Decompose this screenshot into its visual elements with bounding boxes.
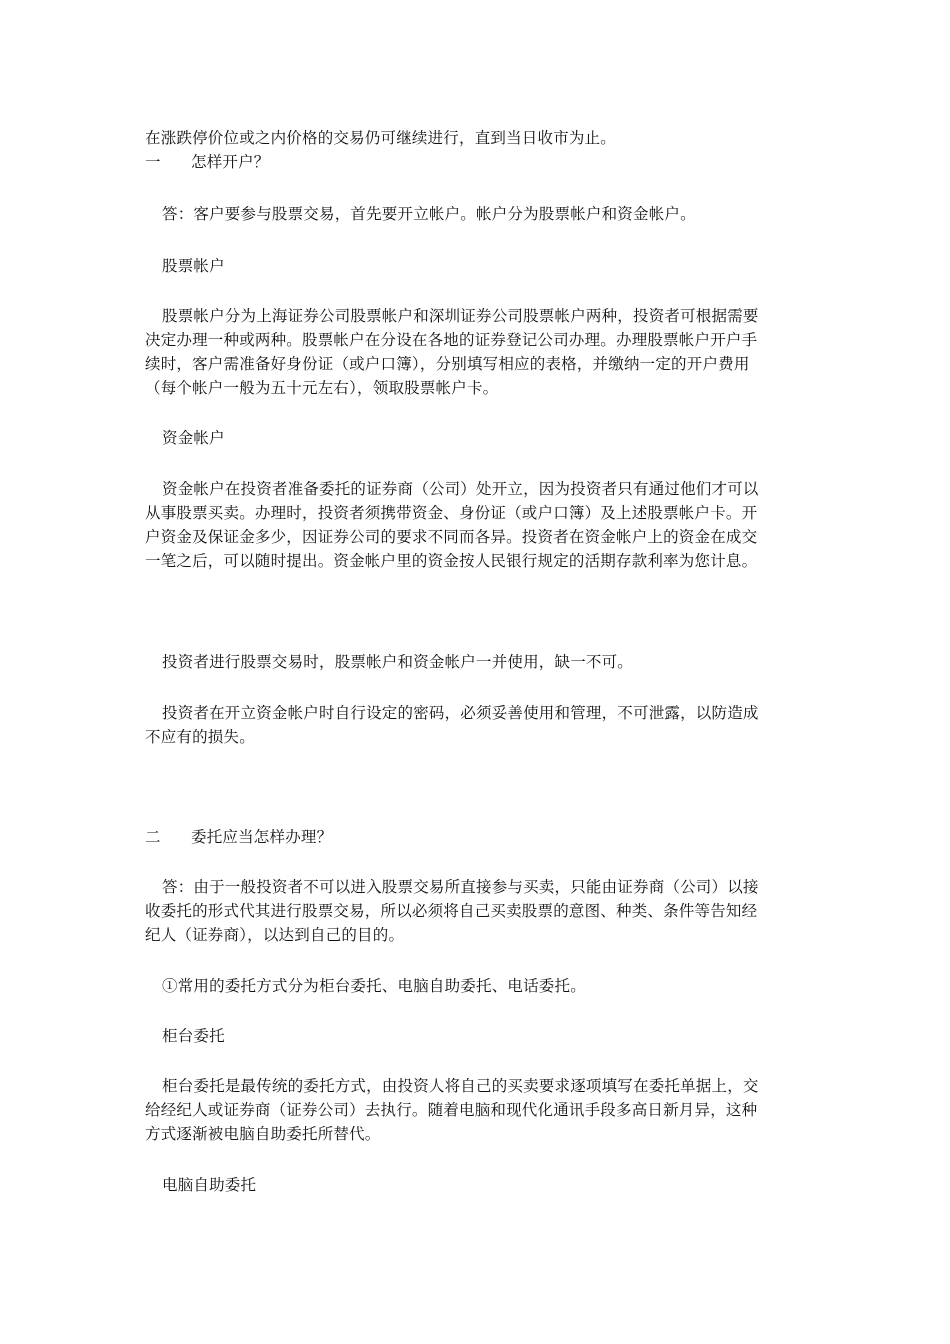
paragraph-line: 户资金及保证金多少，因证券公司的要求不同而各异。投资者在资金帐户上的资金在成交 bbox=[145, 528, 758, 546]
section-title: 委托应当怎样办理？ bbox=[191, 828, 333, 846]
subheading: 资金帐户 bbox=[162, 429, 225, 447]
paragraph-line: 股票帐户分为上海证券公司股票帐户和深圳证券公司股票帐户两种，投资者可根据需要 bbox=[162, 307, 759, 325]
paragraph-line: 从事股票买卖。办理时，投资者须携带资金、身份证（或户口簿）及上述股票帐户卡。开 bbox=[145, 504, 758, 522]
paragraph-line: 答：由于一般投资者不可以进入股票交易所直接参与买卖，只能由证券商（公司）以接 bbox=[162, 878, 759, 896]
paragraph-line: 在涨跌停价位或之内价格的交易仍可继续进行，直到当日收市为止。 bbox=[145, 129, 617, 147]
paragraph-line: 投资者进行股票交易时，股票帐户和资金帐户一并使用，缺一不可。 bbox=[162, 653, 634, 671]
paragraph-line: 纪人（证券商），以达到自己的目的。 bbox=[145, 926, 405, 944]
paragraph-line: 决定办理一种或两种。股票帐户在分设在各地的证券登记公司办理。办理股票帐户开户手 bbox=[145, 331, 758, 349]
section-number: 一 bbox=[145, 153, 161, 171]
paragraph-line: 资金帐户在投资者准备委托的证券商（公司）处开立，因为投资者只有通过他们才可以 bbox=[162, 480, 759, 498]
section-number: 二 bbox=[145, 828, 161, 846]
paragraph-line: （每个帐户一般为五十元左右），领取股票帐户卡。 bbox=[145, 379, 499, 397]
subheading: 柜台委托 bbox=[162, 1027, 225, 1045]
paragraph-line: 一笔之后，可以随时提出。资金帐户里的资金按人民银行规定的活期存款利率为您计息。 bbox=[145, 552, 758, 570]
section-heading-1 bbox=[145, 150, 815, 174]
paragraph-line: 不应有的损失。 bbox=[145, 728, 255, 746]
paragraph-line: 投资者在开立资金帐户时自行设定的密码，必须妥善使用和管理，不可泄露，以防造成 bbox=[162, 704, 759, 722]
subheading: 电脑自助委托 bbox=[162, 1176, 257, 1194]
paragraph-line: 续时，客户需准备好身份证（或户口簿），分别填写相应的表格，并缴纳一定的开户费用 bbox=[145, 355, 750, 373]
paragraph-line: ①常用的委托方式分为柜台委托、电脑自助委托、电话委托。 bbox=[162, 977, 586, 995]
paragraph-line: 收委托的形式代其进行股票交易，所以必须将自己买卖股票的意图、种类、条件等告知经 bbox=[145, 902, 758, 920]
section-title: 怎样开户？ bbox=[191, 153, 270, 171]
paragraph-line: 柜台委托是最传统的委托方式，由投资人将自己的买卖要求逐项填写在委托单据上，交 bbox=[162, 1077, 759, 1095]
subheading: 股票帐户 bbox=[162, 257, 225, 275]
paragraph-line: 方式逐渐被电脑自助委托所替代。 bbox=[145, 1125, 381, 1143]
section-heading-2 bbox=[145, 825, 815, 849]
paragraph-line: 给经纪人或证券商（证券公司）去执行。随着电脑和现代化通讯手段多高日新月异，这种 bbox=[145, 1101, 758, 1119]
paragraph-line: 答：客户要参与股票交易，首先要开立帐户。帐户分为股票帐户和资金帐户。 bbox=[162, 205, 696, 223]
